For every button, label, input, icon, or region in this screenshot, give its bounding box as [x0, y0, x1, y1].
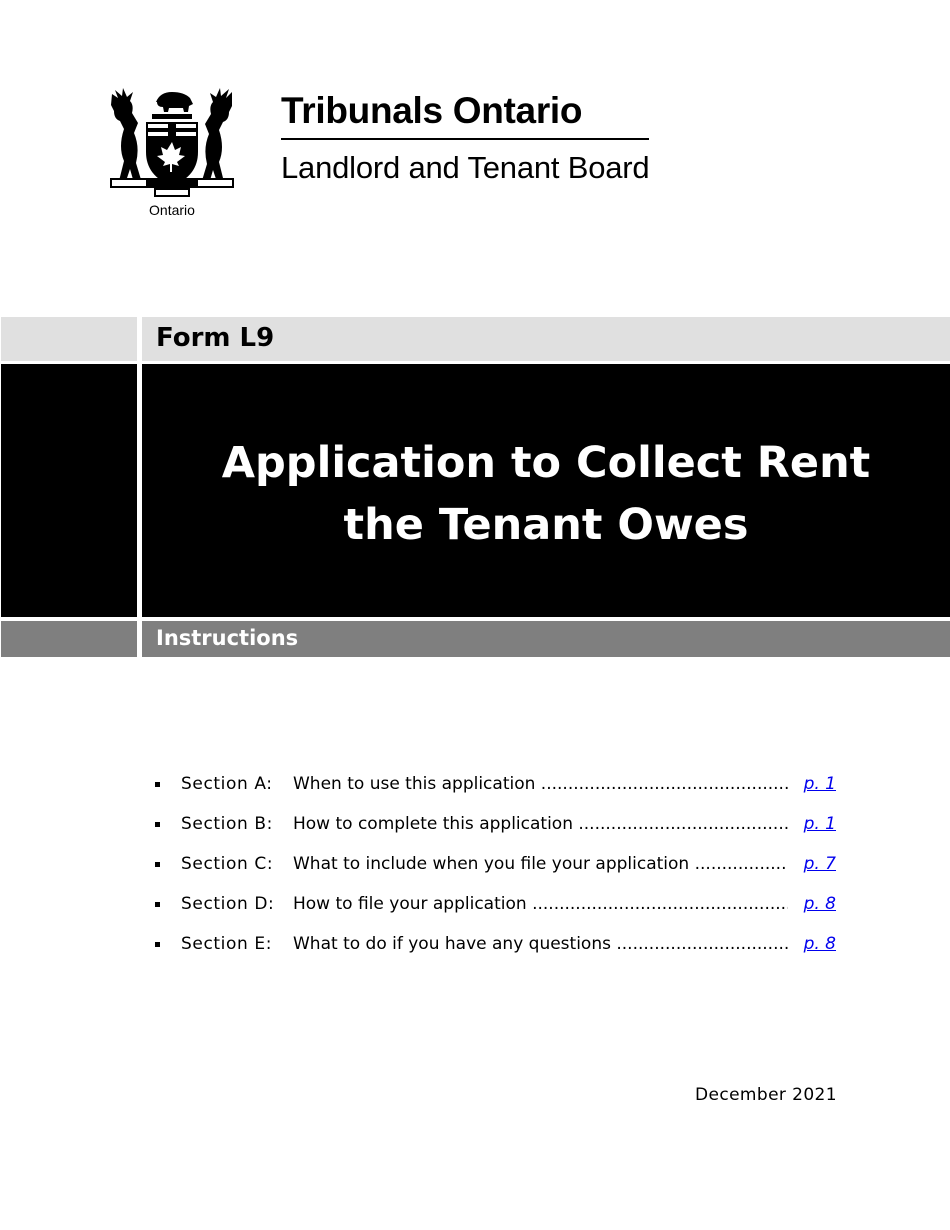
band-right-cell — [142, 317, 950, 361]
bullet-icon — [155, 902, 160, 907]
toc-section: Section B: — [181, 814, 273, 834]
form-title — [142, 432, 950, 556]
bullet-icon — [155, 862, 160, 867]
toc-section: Section E: — [181, 934, 273, 954]
toc-section: Section A: — [181, 774, 273, 794]
ontario-coat-of-arms-icon — [108, 86, 236, 218]
toc-description: What to include when you file your application ..... — [293, 854, 788, 874]
toc-description: How to file your application ..... — [293, 894, 788, 914]
band-right-cell — [142, 621, 950, 657]
org-title: Tribunals Ontario — [281, 90, 583, 131]
toc-section: Section D: — [181, 894, 275, 914]
org-subtitle: Landlord and Tenant Board — [281, 150, 650, 185]
form-number-band — [0, 317, 950, 361]
toc-page-link[interactable]: p. 1 — [803, 814, 836, 834]
publication-date: December 2021 — [694, 1085, 837, 1105]
toc-page-link[interactable]: p. 1 — [803, 774, 836, 794]
band-left-cell — [1, 621, 137, 657]
band-right-cell — [142, 364, 950, 617]
toc-page-link[interactable]: p. 8 — [803, 894, 836, 914]
toc-page-link[interactable]: p. 8 — [803, 934, 836, 954]
band-left-cell — [1, 317, 137, 361]
band-left-cell — [1, 364, 137, 617]
form-title-line-2: the Tenant Owes — [343, 500, 749, 550]
toc-item-section-b — [152, 812, 842, 852]
toc-item-section-d — [152, 892, 842, 932]
toc-item-section-e — [152, 932, 842, 972]
toc-description: What to do if you have any questions ..... — [293, 934, 788, 954]
bullet-icon — [155, 822, 160, 827]
toc-item-section-a — [152, 772, 842, 812]
tribunals-ontario-logo — [108, 86, 678, 218]
crest-label: Ontario — [149, 202, 195, 218]
instructions-band — [0, 621, 950, 657]
bullet-icon — [155, 942, 160, 947]
form-number: Form L9 — [156, 323, 275, 353]
toc-page-link[interactable]: p. 7 — [803, 854, 836, 874]
toc-section: Section C: — [181, 854, 274, 874]
toc-description: When to use this application ..... — [293, 774, 788, 794]
title-divider — [281, 138, 649, 140]
form-title-band — [0, 364, 950, 617]
instructions-heading: Instructions — [156, 626, 299, 650]
form-title-line-1: Application to Collect Rent — [221, 438, 871, 488]
toc-description: How to complete this application ..... — [293, 814, 788, 834]
table-of-contents — [152, 772, 842, 972]
toc-item-section-c — [152, 852, 842, 892]
bullet-icon — [155, 782, 160, 787]
